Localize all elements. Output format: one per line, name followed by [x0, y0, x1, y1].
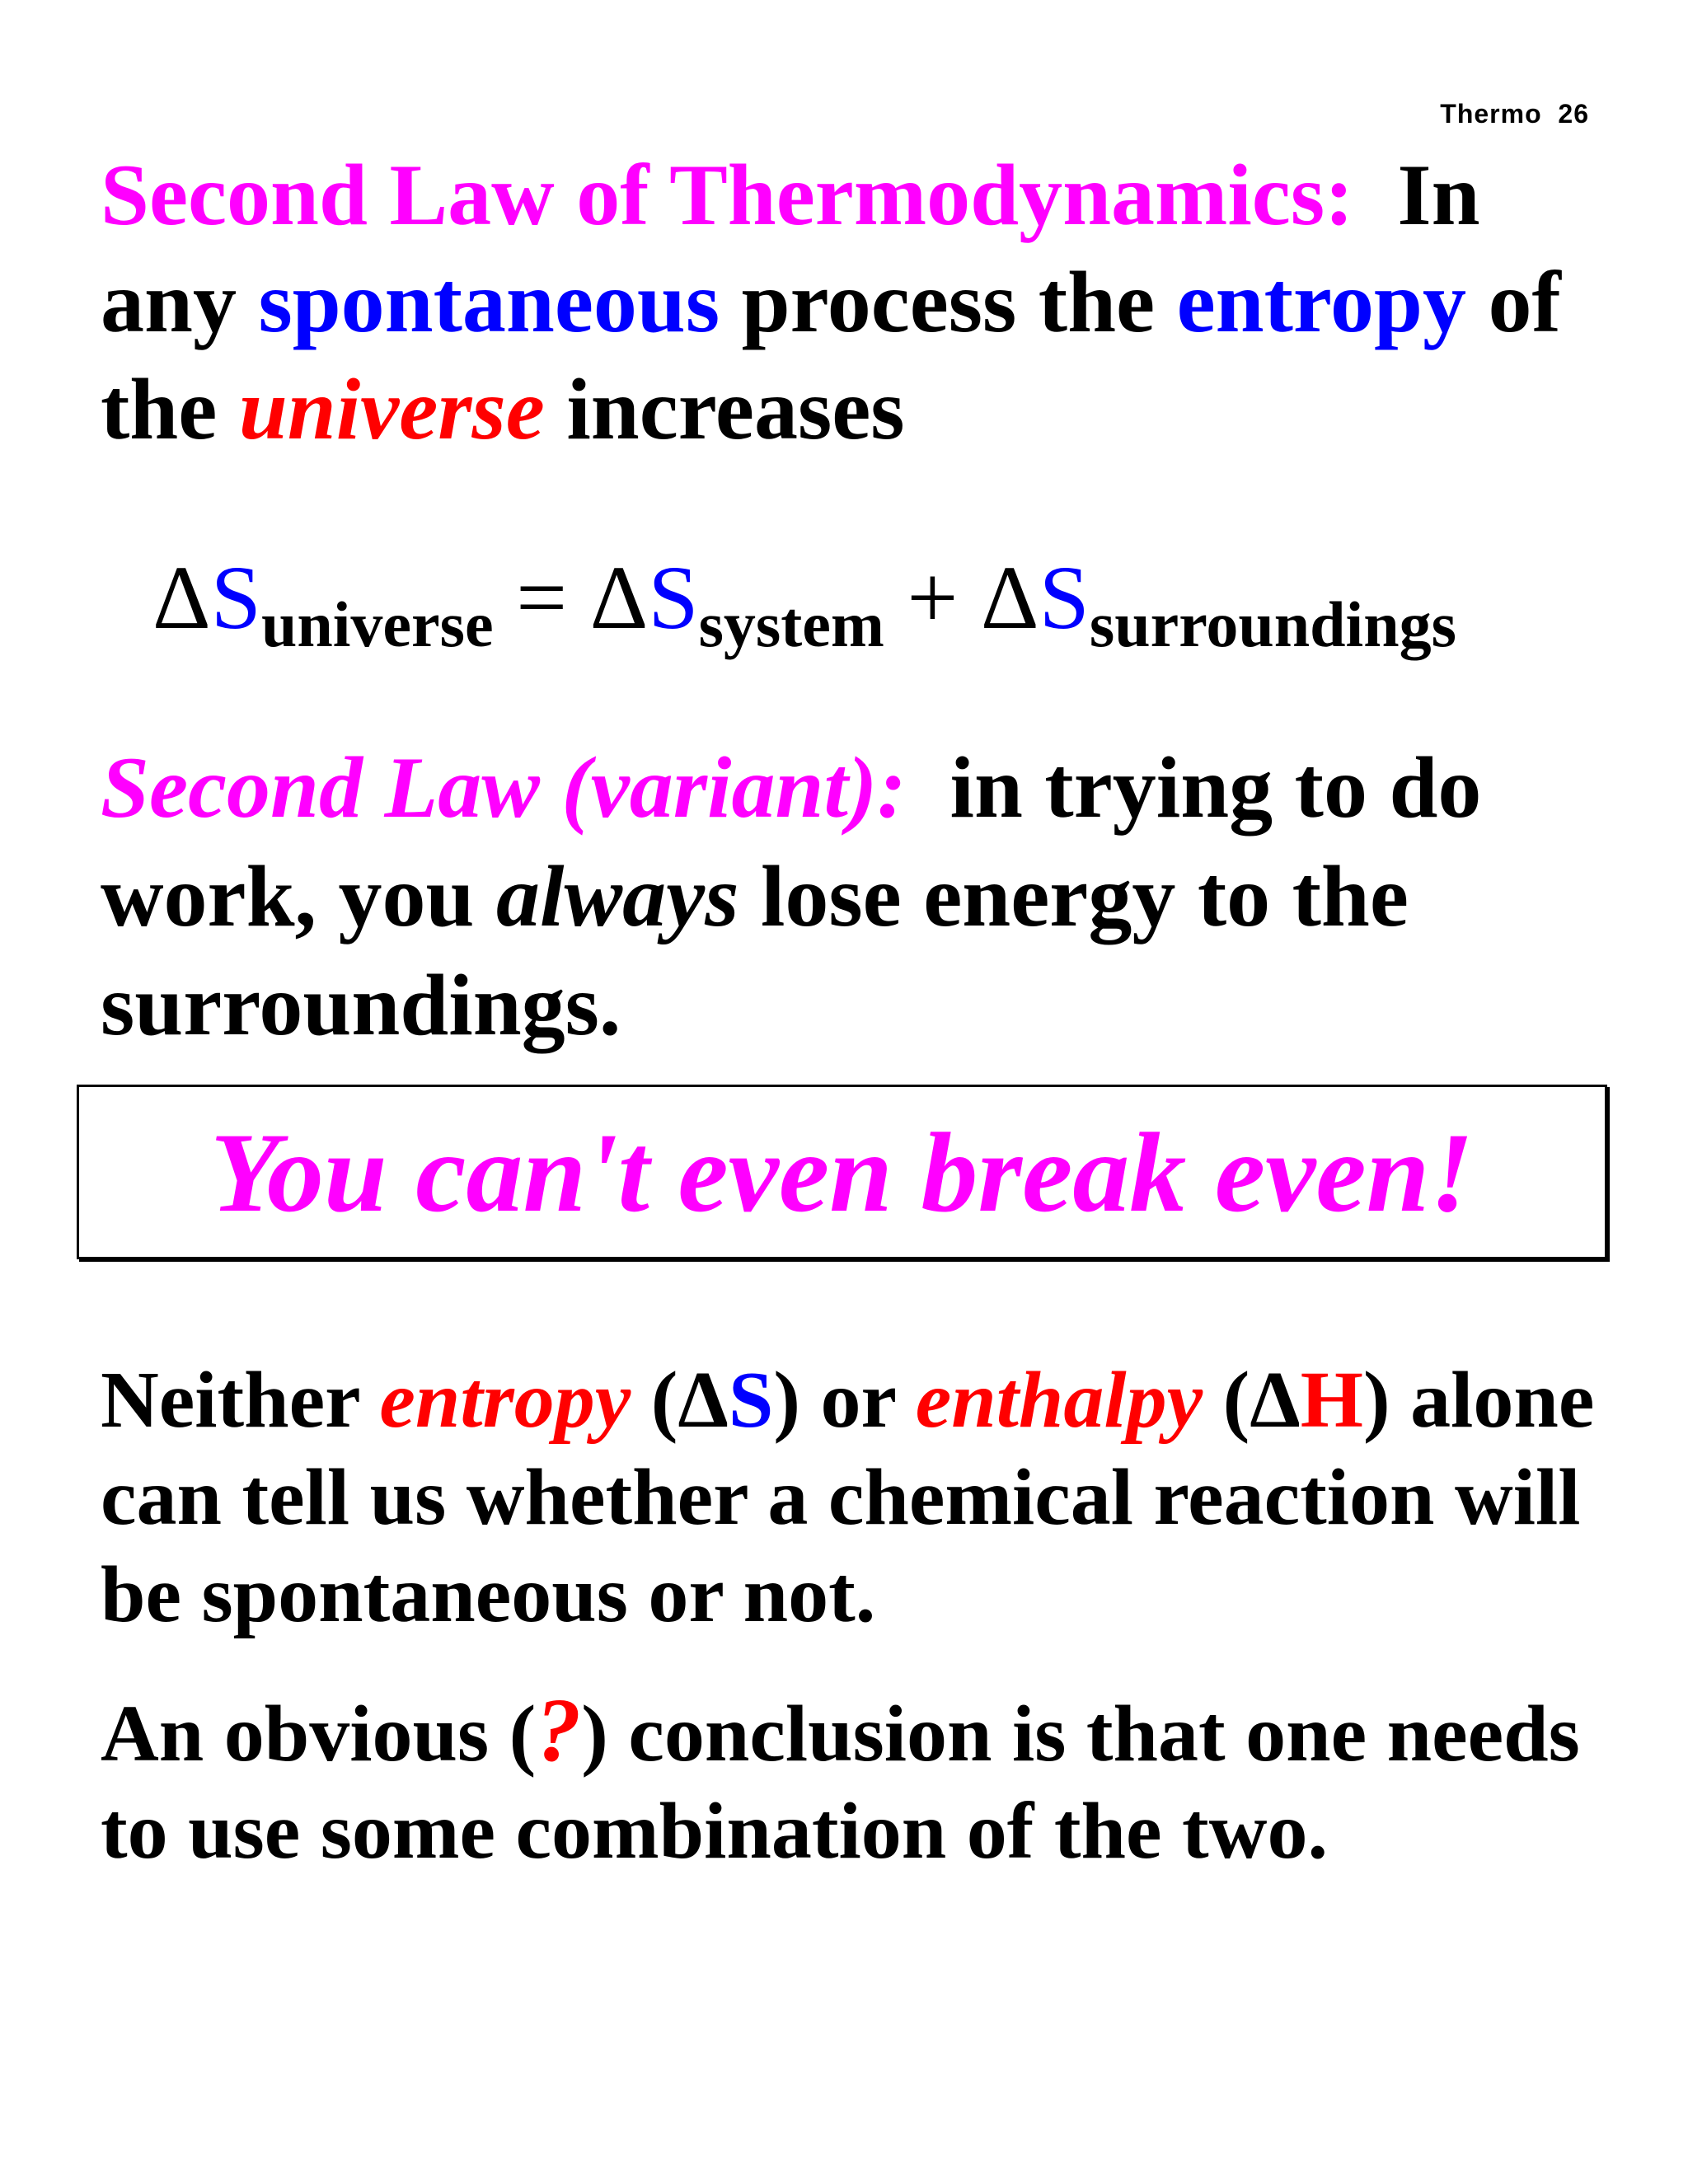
paren-close: )	[1362, 1356, 1390, 1445]
motto-box	[77, 1085, 1607, 1259]
second-law-text-2: process the	[741, 254, 1156, 350]
entropy-term: entropy	[1176, 254, 1466, 350]
enthalpy-term: enthalpy	[915, 1356, 1203, 1445]
subscript-universe: universe	[260, 588, 494, 660]
paren-close: )	[773, 1356, 800, 1445]
paren-open: (Δ	[1222, 1356, 1301, 1445]
spontaneous-term: spontaneous	[258, 254, 720, 350]
variant-text-1: in trying to do work, you	[101, 739, 1482, 944]
entropy-s: S	[210, 547, 261, 648]
second-law-title: Second Law of Thermodynamics:	[101, 147, 1354, 243]
entropy-s: S	[648, 547, 699, 648]
question-mark: ?	[536, 1680, 582, 1780]
motto-text: You can't even break even!	[209, 1108, 1475, 1235]
delta-symbol: Δ	[152, 547, 211, 648]
always-term: always	[496, 848, 739, 944]
plus-sign: +	[884, 547, 981, 648]
neither-text-2: alone can tell us whether a chemical reaction will be spontaneous or not.	[101, 1356, 1595, 1639]
entropy-term: entropy	[379, 1356, 631, 1445]
equals-sign: =	[493, 547, 590, 648]
second-law-text-1: In any	[101, 147, 1480, 350]
entropy-equation	[152, 544, 1554, 660]
variant-text-2: lose energy to the surroundings.	[101, 848, 1409, 1053]
conclusion-text-2: ) conclusion is that one needs to use some combination of the two.	[101, 1690, 1580, 1876]
enthalpy-h: H	[1300, 1356, 1363, 1445]
neither-paragraph	[101, 1352, 1609, 1643]
entropy-s: S	[728, 1356, 774, 1445]
second-law-text-4: increases	[566, 361, 905, 457]
second-law-text-3: of the	[101, 254, 1561, 457]
delta-symbol: Δ	[589, 547, 649, 648]
page-number: Thermo 26	[1440, 99, 1589, 129]
neither-text-1: Neither	[101, 1356, 359, 1445]
variant-label: Second Law (variant):	[101, 739, 907, 836]
delta-symbol: Δ	[980, 547, 1039, 648]
conclusion-paragraph	[101, 1681, 1609, 1880]
conclusion-text-1: An obvious (	[101, 1690, 537, 1779]
or-word: or	[820, 1356, 896, 1445]
second-law-variant-paragraph	[101, 733, 1609, 1060]
second-law-paragraph	[101, 142, 1609, 463]
subscript-system: system	[698, 588, 884, 660]
paren-open: (Δ	[650, 1356, 729, 1445]
universe-term: universe	[238, 361, 545, 457]
entropy-s: S	[1039, 547, 1090, 648]
subscript-surroundings: surroundings	[1089, 588, 1456, 660]
